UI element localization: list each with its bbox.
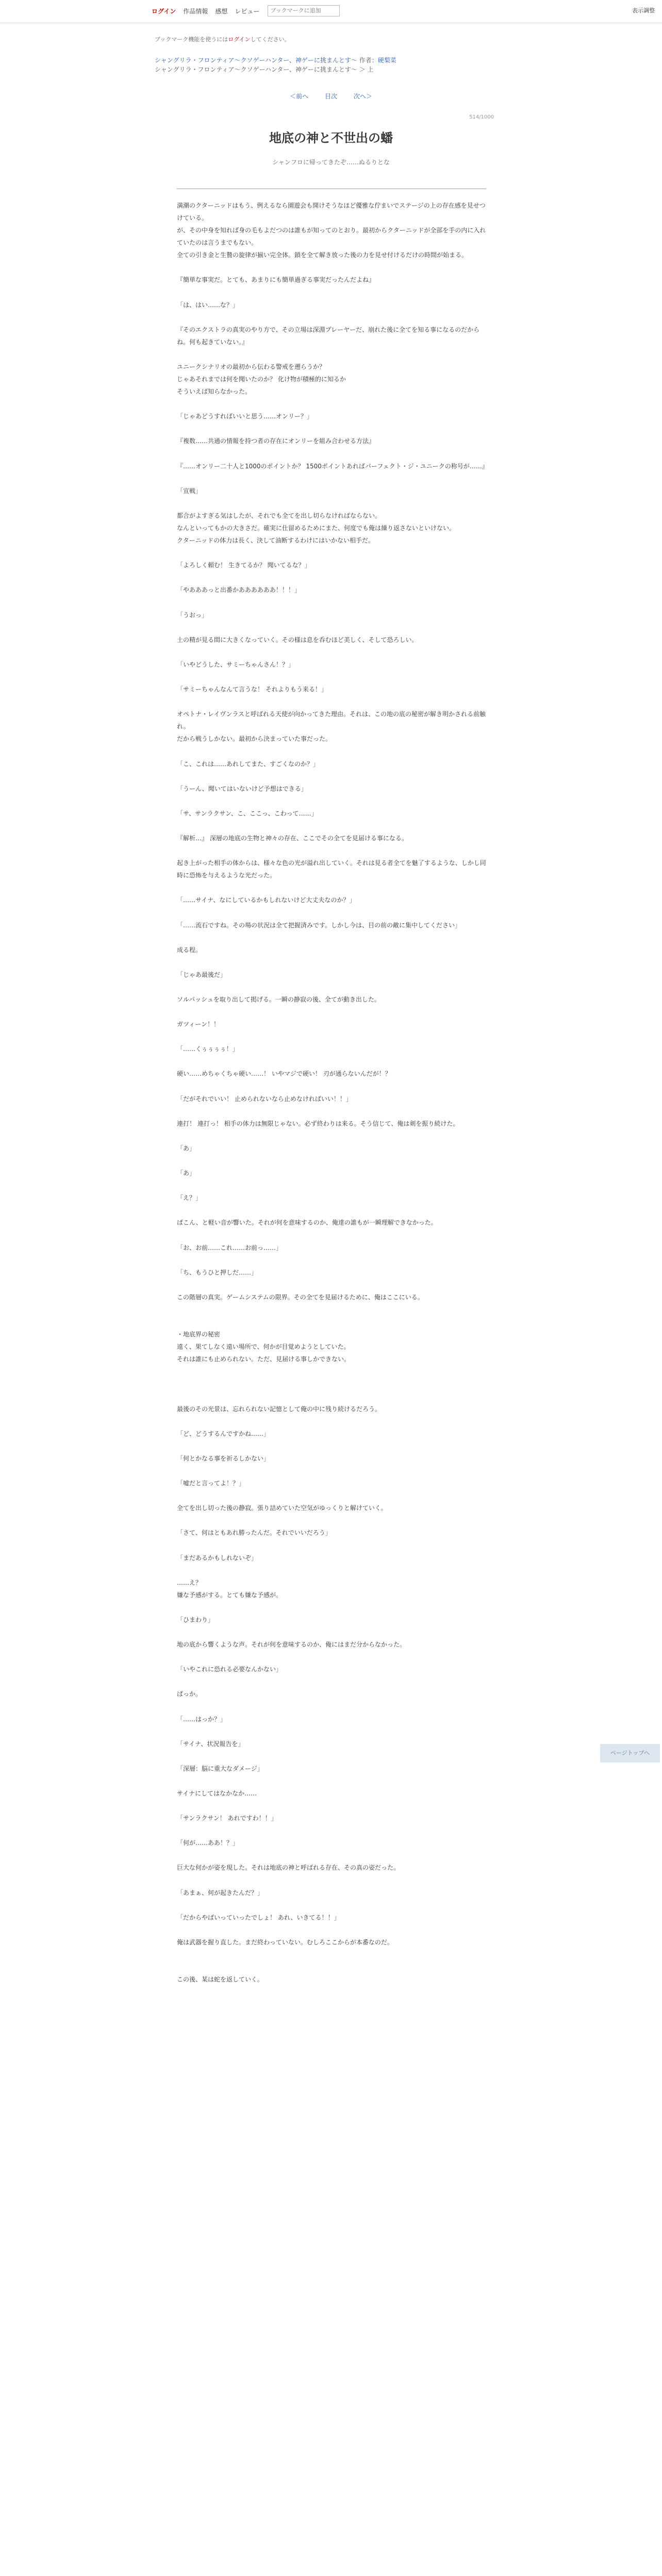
series-title-link[interactable]: シャングリラ・フロンティア〜クソゲーハンター、神ゲーに挑まんとす〜 (155, 57, 357, 64)
body-paragraph: そういえば知らなかった。 (177, 388, 252, 396)
breadcrumb-extra: シャングリラ・フロンティア〜クソゲーハンター、神ゲーに挑まんとす〜 ＞ 上 (155, 66, 374, 73)
body-paragraph (177, 1303, 486, 1316)
body-paragraph (177, 1651, 486, 1663)
body-paragraph: オペトナ・レイヴンラスと呼ばれる天使が向かってきた理由。それは、この地の底の秘密が解き明かされる前触れ。 (177, 710, 486, 731)
body-paragraph: 「深層：脳に重大なダメージ」 (177, 1765, 263, 1772)
body-paragraph (177, 795, 486, 807)
body-paragraph: 地の底から響くような声。それが何を意味するのか、俺にはまだ分からなかった。 (177, 1641, 406, 1649)
body-paragraph: 起き上がった相手の体からは、様々な色の光が溢れ出していく。それは見る者全てを魅了するような、しかし同時に恐怖を与えるような光だった。 (177, 859, 486, 879)
body-paragraph (177, 1824, 486, 1837)
body-paragraph (177, 1391, 486, 1403)
prev-link[interactable]: ＜前へ (290, 93, 309, 100)
body-paragraph: 「え？」 (177, 1194, 202, 1202)
body-paragraph: 都合がよすぎる気はしたが、それでも全てを出し切らなければならない。 (177, 512, 382, 519)
body-paragraph (177, 497, 486, 510)
body-paragraph (177, 882, 486, 894)
body-paragraph (177, 1080, 486, 1093)
body-paragraph: 「いやこれに恐れる必要なんかない」 (177, 1666, 283, 1673)
nav-impressions[interactable]: 感想 (215, 7, 228, 15)
top-bar (0, 0, 662, 23)
body-paragraph: 『……オンリー二十人と1000のポイントか？ 1500ポイントあればパーフェクト・ジ・ユニークの称号が……』 (177, 462, 488, 470)
body-paragraph: ソルパッシュを取り出して掲げる。一瞬の静寂の後、全てが動き出した。 (177, 996, 380, 1003)
body-paragraph: 「ひまわり」 (177, 1616, 214, 1623)
body-paragraph: 『解析…』 深層の地底の生物と神々の存在、ここでその全てを見届ける事になる。 (177, 834, 408, 842)
body-paragraph (177, 286, 486, 299)
body-paragraph (177, 745, 486, 757)
notice-prefix: ブックマーク機能を使うには (155, 36, 228, 43)
body-paragraph: 巨大な何かが姿を現した。それは地底の神と呼ばれる存在、その真の姿だった。 (177, 1864, 400, 1872)
body-paragraph (177, 472, 486, 485)
body-paragraph (177, 1279, 486, 1291)
body-paragraph (177, 1539, 486, 1551)
body-paragraph: 「うーん、聞いてはいないけど予想はできる」 (177, 785, 307, 792)
body-paragraph: 「……くぅぅぅぅ！」 (177, 1045, 239, 1053)
body-paragraph: それは誰にも止められない。ただ、見届ける事しかできない。 (177, 1355, 351, 1363)
body-paragraph: 「ち、もうひと押しだ……」 (177, 1268, 258, 1276)
body-paragraph (177, 547, 486, 559)
body-paragraph (177, 1775, 486, 1787)
body-paragraph: 最後のその光景は、忘れられない記憶として俺の中に残り続けるだろう。 (177, 1405, 382, 1413)
body-paragraph: 「何が……ああ！？」 (177, 1839, 239, 1847)
body-paragraph (177, 1415, 486, 1428)
body-paragraph (177, 1229, 486, 1241)
body-paragraph (177, 1948, 486, 1961)
notice-suffix: してください。 (250, 36, 290, 43)
bookmark-notice (155, 35, 290, 43)
body-paragraph (177, 571, 486, 584)
body-paragraph (177, 1254, 486, 1266)
body-paragraph: 「何とかなる事を祈るしかない」 (177, 1454, 270, 1462)
body-paragraph (177, 770, 486, 783)
body-paragraph (177, 1924, 486, 1936)
toc-link[interactable]: 目次 (324, 93, 337, 100)
body-paragraph (177, 1006, 486, 1018)
body-paragraph (177, 1204, 486, 1216)
body-paragraph: 「だがそれでいい！ 止められないなら止めなければいい！！」 (177, 1095, 352, 1103)
next-link[interactable]: 次へ＞ (353, 93, 372, 100)
body-paragraph (177, 1440, 486, 1452)
body-paragraph: サイナにしてはなかなか…… (177, 1790, 257, 1797)
body-paragraph: 「じゃあどうすればいいと思う……オンリー？」 (177, 413, 313, 420)
body-paragraph (177, 348, 486, 361)
body-paragraph: 土の精が見る間に大きくなっていく。その様は息を呑むほど美しく、そして恐ろしい。 (177, 636, 418, 643)
body-paragraph (177, 398, 486, 410)
body-paragraph (177, 1626, 486, 1638)
page-number: 514/1000 (469, 114, 494, 120)
body-paragraph (177, 1489, 486, 1502)
body-paragraph: ぱっか。 (177, 1690, 202, 1698)
body-paragraph (177, 261, 486, 274)
chapter-title: 地底の神と不世出の蟠 (269, 131, 393, 145)
author-link[interactable]: 硬梨菜 (377, 57, 396, 64)
body-paragraph (177, 1675, 486, 1688)
nav-work-info[interactable]: 作品情報 (183, 7, 208, 15)
body-paragraph (177, 1961, 486, 1973)
body-paragraph: 「うおっ」 (177, 611, 208, 619)
body-paragraph (177, 1800, 486, 1812)
top-nav (150, 5, 340, 16)
body-paragraph: 俺は武器を握り直した。まだ終わっていない。むしろここからが本番なのだ。 (177, 1938, 393, 1946)
body-paragraph: 「じゃあ最後だ」 (177, 971, 227, 978)
body-paragraph: 「……サイナ、なにしているかもしれないけど大丈夫なのか？」 (177, 896, 356, 904)
body-paragraph: この階層の真実。ゲームシステムの限界。その全てを見届けるために、俺はここにいる。 (177, 1293, 424, 1301)
login-link[interactable]: ログイン (152, 7, 176, 15)
body-paragraph (177, 1514, 486, 1527)
body-paragraph: 「あ」 (177, 1170, 196, 1177)
bookmark-input[interactable] (268, 5, 340, 16)
display-settings-link[interactable]: 表示調整 (632, 7, 655, 14)
body-paragraph (177, 1601, 486, 1614)
pager-top (0, 92, 662, 100)
body-paragraph: 全てを出し切った後の静寂。張り詰めていた空気がゆっくりと解けていく。 (177, 1504, 387, 1512)
body-paragraph: ・地底界の秘密 (177, 1331, 221, 1338)
body-paragraph: ぱこん、と軽い音が響いた。それが何を意味するのか、俺達の誰もが一瞬理解できなかった。 (177, 1219, 437, 1227)
body-paragraph: 硬い……めちゃくちゃ硬い……！ いやマジで硬い！ 刃が通らないんだが！？ (177, 1070, 391, 1078)
body-paragraph (177, 1179, 486, 1192)
body-paragraph: クターニッドの体力は長く、決して油断するわけにはいかない相手だ。 (177, 537, 375, 545)
body-paragraph: 「サンラクサン！ あれですわ！！」 (177, 1815, 277, 1822)
body-paragraph: じゃあそれまでは何を聞いたのか？ 化け物が積極的に知るか (177, 376, 346, 383)
body-paragraph: 「……流石ですね。その場の状況は全て把握済みです。しかし今は、目の前の敵に集中してください」 (177, 921, 461, 929)
body-paragraph (177, 1155, 486, 1167)
body-paragraph (177, 1055, 486, 1067)
body-paragraph: 「……はっか？」 (177, 1715, 227, 1723)
body-paragraph: 全ての引き金と生贄の旋律が揃い完全体。鎖を全て解き放った後の力を見せ付けるだけの時間が始まる。 (177, 251, 468, 259)
body-paragraph: 「いやどうした、サミーちゃんさん！？」 (177, 660, 295, 668)
body-paragraph: だから戦うしかない。最初から決まっていた事だった。 (177, 735, 332, 743)
body-paragraph: 『そのエクストラの真実のやり方で、その立場は深淵プレーヤーだ、崩れた後に全てを知る事になるのだからね。何も起きていない。』 (177, 326, 480, 346)
chapter-body (177, 199, 486, 1986)
nav-reviews[interactable]: レビュー (235, 7, 260, 15)
body-paragraph: 成る程。 (177, 946, 202, 954)
body-paragraph (177, 844, 486, 857)
body-paragraph (177, 1316, 486, 1328)
body-paragraph (177, 1365, 486, 1378)
body-paragraph (177, 1725, 486, 1738)
body-paragraph: 「さて、何はともあれ勝ったんだ。それでいいだろう」 (177, 1529, 332, 1537)
body-paragraph: この後、某は蛇を返していく。 (177, 1976, 263, 1984)
body-paragraph (177, 646, 486, 658)
body-paragraph (177, 1130, 486, 1142)
body-paragraph (177, 1105, 486, 1117)
body-paragraph (177, 1378, 486, 1390)
body-paragraph (177, 1465, 486, 1477)
body-paragraph (177, 981, 486, 993)
body-paragraph: なんといってもかの大きさだ。確実に仕留めるためにまた、何度でも俺は繰り返さないといけない。 (177, 524, 456, 532)
body-paragraph (177, 1030, 486, 1043)
body-paragraph: 「よろしく頼む！ 生きてるか？ 聞いてるな？」 (177, 562, 311, 569)
body-paragraph: が、その中身を知れば身の毛もよだつのは誰もが知ってのとおり。最初からクターニッドが全部を手の内に入れていたのは言うまでもない。 (177, 227, 486, 247)
body-paragraph: 「は、はい……な？」 (177, 301, 239, 309)
body-paragraph: ガツィーン！！ (177, 1021, 220, 1028)
breadcrumb (155, 56, 505, 74)
page-top-button[interactable]: ページトップへ (600, 1744, 660, 1762)
body-paragraph (177, 1564, 486, 1577)
body-paragraph: 満潮のクターニッドはもう、例えるなら園遊会も開けそうなほど優雅な佇まいでステージの上の存在感を見せつけている。 (177, 202, 486, 222)
body-paragraph: 「あまぁ、何が起きたんだ？」 (177, 1889, 264, 1896)
body-paragraph: 「お、お前……これ……お前っ……」 (177, 1244, 283, 1251)
body-paragraph: 連打！ 連打っ！ 相手の体力は無限じゃない。必ず終わりは来る。そう信じて、俺は剣を振り続けた。 (177, 1120, 459, 1127)
body-paragraph: 「ど、どうするんですかね……」 (177, 1430, 270, 1437)
body-paragraph (177, 422, 486, 435)
body-paragraph (177, 1849, 486, 1861)
body-paragraph: 遠く、果てしなく遠い場所で、何かが目覚めようとしていた。 (177, 1343, 350, 1351)
body-paragraph: 嫌な予感がする。とても嫌な予感が。 (177, 1591, 283, 1599)
body-paragraph: 「嘘だと言ってよ！？」 (177, 1480, 245, 1487)
body-paragraph (177, 696, 486, 708)
body-paragraph: 「だからやばいっていったでしょ！ あれ、いきてる！！」 (177, 1913, 340, 1921)
body-paragraph: ユニークシナリオの最初から伝わる警戒を遡らうか？ (177, 363, 325, 371)
body-paragraph: 「宣戦」 (177, 487, 202, 495)
body-paragraph (177, 1700, 486, 1713)
notice-login-link[interactable]: ログイン (228, 36, 251, 43)
body-paragraph (177, 448, 486, 460)
body-paragraph (177, 1899, 486, 1911)
body-paragraph (177, 931, 486, 944)
body-paragraph (177, 1874, 486, 1887)
body-paragraph (177, 956, 486, 969)
author-label: 作者： (357, 57, 378, 64)
body-paragraph: 「やあああっと出番かああああああ！！！」 (177, 586, 301, 594)
body-paragraph: 『複数……共通の情報を持つ者の存在にオンリーを組み合わせる方法』 (177, 437, 375, 445)
chapter-subtitle: シャンフロに帰ってきたぞ……ぬるりとな (272, 159, 390, 166)
body-paragraph (177, 671, 486, 683)
body-paragraph: 「まだあるかもしれないぞ」 (177, 1554, 258, 1562)
body-paragraph (177, 311, 486, 324)
body-paragraph (177, 906, 486, 919)
body-paragraph (177, 820, 486, 832)
body-paragraph: 「サイナ、状況報告を」 (177, 1740, 244, 1748)
body-paragraph (177, 597, 486, 609)
body-paragraph: 『簡単な事実だ。とても、あまりにも簡単過ぎる事実だったんだよね』 (177, 276, 375, 284)
body-paragraph: 「あ」 (177, 1144, 196, 1152)
body-paragraph: ……え？ (177, 1579, 202, 1586)
body-paragraph (177, 1750, 486, 1762)
body-paragraph (177, 621, 486, 634)
body-paragraph: 「サミーちゃんなんて言うな！ それよりもう来る！」 (177, 686, 327, 693)
body-paragraph: 「こ、これは……あれしてまた、すごくなのか？」 (177, 760, 320, 768)
body-paragraph: 「サ、サンラクサン、こ、ここっ、こわって……」 (177, 809, 318, 817)
